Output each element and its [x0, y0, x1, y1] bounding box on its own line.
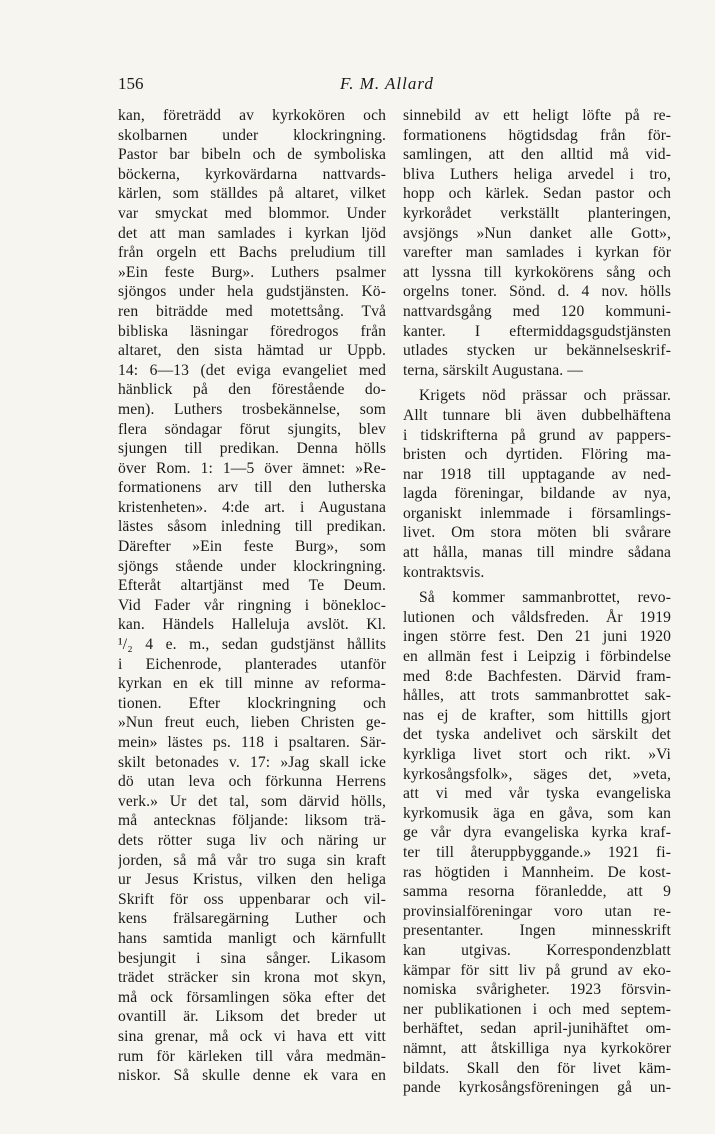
text-line: varefter man samlades i kyrkan för — [403, 244, 671, 262]
text-line: ¹/₂ 4 e. m., sedan gudstjänst hållits — [118, 636, 386, 654]
text-line: presentanter. Ingen minnesskrift — [403, 922, 671, 940]
page-number: 156 — [118, 74, 144, 93]
text-line: bristen och dyrtiden. Flöring ma- — [403, 446, 671, 464]
text-line: nattvardsgång med 120 kommuni- — [403, 302, 671, 320]
paragraph — [403, 386, 671, 582]
text-line: hopp och kärlek. Sedan pastor och — [403, 185, 671, 203]
paragraph — [403, 106, 671, 380]
text-line: bibliska läsningar föredrogos från — [118, 322, 386, 340]
text-line: berhäftet, sedan april-junihäftet om- — [403, 1020, 671, 1038]
text-line: hänblick på den förestående do- — [118, 381, 386, 399]
text-line: mein» lästes ps. 118 i psaltaren. Sär- — [118, 734, 386, 751]
text-line: ovantill är. Liksom det breder ut — [118, 1008, 386, 1026]
text-line: nämnt, att åtskilliga nya kyrkokörer — [403, 1039, 671, 1057]
text-line: från orgeln ett Bachs preludium till — [118, 244, 386, 262]
text-line: terna, särskilt Augustana. — — [403, 361, 583, 379]
text-line: Vid Fader vår ringning i bönekloc- — [118, 596, 386, 614]
text-line: sinnebild av ett heligt löfte på re- — [403, 107, 671, 124]
text-line: trädet sträcker sin krona mot skyn, — [118, 969, 386, 987]
text-line: verk.» Ur det tal, som därvid hölls, — [118, 792, 386, 810]
text-line: jorden, så må vår tro suga sin kraft — [118, 851, 386, 869]
text-line: Skrift för oss uppenbarar och vil- — [118, 890, 386, 908]
text-line: sina grenar, må ock vi hava ett vitt — [118, 1027, 386, 1045]
text-line: kens frälsaregärning Luther och — [118, 910, 386, 928]
text-line: nas ej de krafter, som hittills gjort — [403, 706, 671, 724]
text-line: avsjöngs »Nun danket alle Gott», — [403, 224, 671, 242]
text-line: bildats. Skall den för livet käm- — [403, 1059, 671, 1077]
text-line: böckerna, kyrkovärdarna nattvards- — [118, 165, 386, 183]
text-line: hans samtida manligt och kärnfullt — [118, 929, 386, 947]
text-line: formationens arv till den lutherska — [118, 479, 386, 497]
text-line: i Eichenrode, planterades utanför — [118, 655, 386, 673]
text-line: lagda föreningar, bildande av nya, — [403, 485, 671, 503]
text-line: att vi med vår tyska evangeliska — [403, 785, 671, 803]
text-line: kan utgivas. Korrespondenzblatt — [403, 941, 671, 959]
text-line: besjungit i sina sånger. Likasom — [118, 949, 386, 967]
text-line: flera söndagar förut sjungits, blev — [118, 420, 386, 438]
text-line: nomiska svårigheter. 1923 försvin- — [403, 981, 671, 999]
text-line: livet. Om stora möten bli svårare — [403, 524, 671, 542]
text-line: att lyssna till kyrkokörens sång och — [403, 263, 671, 281]
text-line: rum för kärleken till våra medmän- — [118, 1047, 386, 1065]
paragraph — [403, 588, 671, 1097]
text-line: kyrkan en ek till minne av reforma- — [118, 675, 386, 693]
text-line: organiskt inlemmade i församlings- — [403, 504, 671, 522]
text-line: tionen. Efter klockringning och — [118, 694, 386, 712]
text-line: kontraktsvis. — [403, 563, 485, 581]
text-line: i tidskrifterna på grund av pappers- — [403, 426, 671, 444]
text-line: Därefter »Ein feste Burg», som — [118, 538, 386, 556]
text-line: dö utan leva och förkunna Herrens — [118, 773, 386, 791]
text-line: Efteråt altartjänst med Te Deum. — [118, 577, 386, 595]
text-line: en allmän fest i Leipzig i förbindelse — [403, 648, 671, 666]
text-line: utlades stycken ur bekännelseskrif- — [403, 342, 671, 360]
text-line: lästes såsom inledning till predikan. — [118, 518, 386, 536]
text-line: bliva Luthers heliga arvedel i tro, — [403, 165, 671, 183]
text-line: sjöngos under hela gudstjänsten. Kö- — [118, 283, 386, 301]
text-line: hålles, att trots sammanbrottet sak- — [403, 687, 671, 705]
text-line: ren biträdde med motettsång. Två — [118, 302, 386, 320]
text-line: Allt tunnare bli även dubbelhäftena — [403, 406, 671, 424]
text-line: kyrkliga livet stort och rikt. »Vi — [403, 746, 671, 763]
text-line: altaret, den sista hämtad ur Uppb. — [118, 342, 386, 360]
text-line: »Ein feste Burg». Luthers psalmer — [118, 263, 386, 281]
text-line: men). Luthers trosbekännelse, som — [118, 400, 386, 418]
text-line: att hålla, manas till mindre sådana — [403, 544, 671, 562]
text-line: kyrkorådet verkställt planteringen, — [403, 204, 671, 222]
text-line: kanter. I eftermiddagsgudstjänsten — [403, 322, 671, 340]
left-text-column — [118, 106, 386, 1086]
text-line: med 8:de Bachfesten. Därvid fram- — [403, 667, 671, 685]
text-line: nar 1918 till upptagande av ned- — [403, 465, 671, 483]
text-line: kan. Händels Halleluja avslöt. Kl. — [118, 616, 386, 634]
text-line: sjungen till predikan. Denna hölls — [118, 440, 386, 458]
text-line: må ock församlingen söka efter det — [118, 988, 386, 1006]
text-line: Pastor bar bibeln och de symboliska — [118, 146, 386, 164]
text-line: ur Jesus Kristus, vilken den heliga — [118, 871, 386, 889]
text-line: kristenheten». 4:de art. i Augustana — [118, 498, 386, 516]
text-line: provinsialföreningar voro utan re- — [403, 902, 671, 920]
text-line: kämpar för sitt liv på grund av eko- — [403, 961, 671, 979]
text-line: Så kommer sammanbrottet, revo- — [419, 589, 671, 607]
text-line: över Rom. 1: 1—5 över ämnet: »Re- — [118, 459, 386, 477]
text-line: formationens högtidsdag från för- — [403, 126, 671, 144]
text-line: kärlen, som ställdes på altaret, vilket — [118, 185, 386, 203]
text-line: ge vår dyra evangeliska kyrka kraf- — [403, 824, 671, 842]
text-line: pande kyrkosångsföreningen gå un- — [403, 1079, 671, 1097]
text-line: ner publikationen i och med septem- — [403, 1000, 671, 1018]
text-line: ingen större fest. Den 21 juni 1920 — [403, 628, 671, 646]
right-text-column — [403, 106, 671, 1098]
text-line: »Nun freut euch, lieben Christen ge- — [118, 714, 386, 732]
text-line: kan, företrädd av kyrkokören och — [118, 107, 386, 124]
text-line: niskor. Så skulle denne ek vara en — [118, 1067, 386, 1085]
text-line: ter till återuppbyggande.» 1921 fi- — [403, 843, 671, 861]
text-line: sjöngs stående under klockringning. — [118, 557, 386, 575]
text-line: det att man samlades i kyrkan ljöd — [118, 224, 386, 242]
text-line: kyrkosångsfolk», säges det, »veta, — [403, 765, 671, 783]
text-line: kyrkomusik äga en gåva, som kan — [403, 804, 671, 822]
text-line: Krigets nöd prässar och prässar. — [419, 387, 671, 405]
text-line: lutionen och våldsfreden. År 1919 — [403, 608, 671, 626]
text-line: ras högtiden i Mannheim. De kost- — [403, 863, 671, 881]
text-line: var smyckat med blommor. Under — [118, 204, 386, 222]
text-line: samma resorna föranledde, att 9 — [403, 883, 671, 901]
text-line: dets rötter suga liv och näring ur — [118, 831, 386, 849]
text-line: orgelns toner. Sönd. d. 4 nov. hölls — [403, 283, 671, 301]
text-line: 14: 6—13 (det eviga evangeliet med — [118, 361, 386, 379]
text-line: skilt betonades v. 17: »Jag skall icke — [118, 753, 386, 771]
text-line: må antecknas följande: liksom trä- — [118, 812, 386, 830]
text-line: samlingen, att den alltid må vid- — [403, 146, 671, 164]
text-line: det tyska andelivet och särskilt det — [403, 726, 671, 744]
running-head-author: F. M. Allard — [340, 74, 434, 93]
text-line: skolbarnen under klockringning. — [118, 126, 386, 144]
